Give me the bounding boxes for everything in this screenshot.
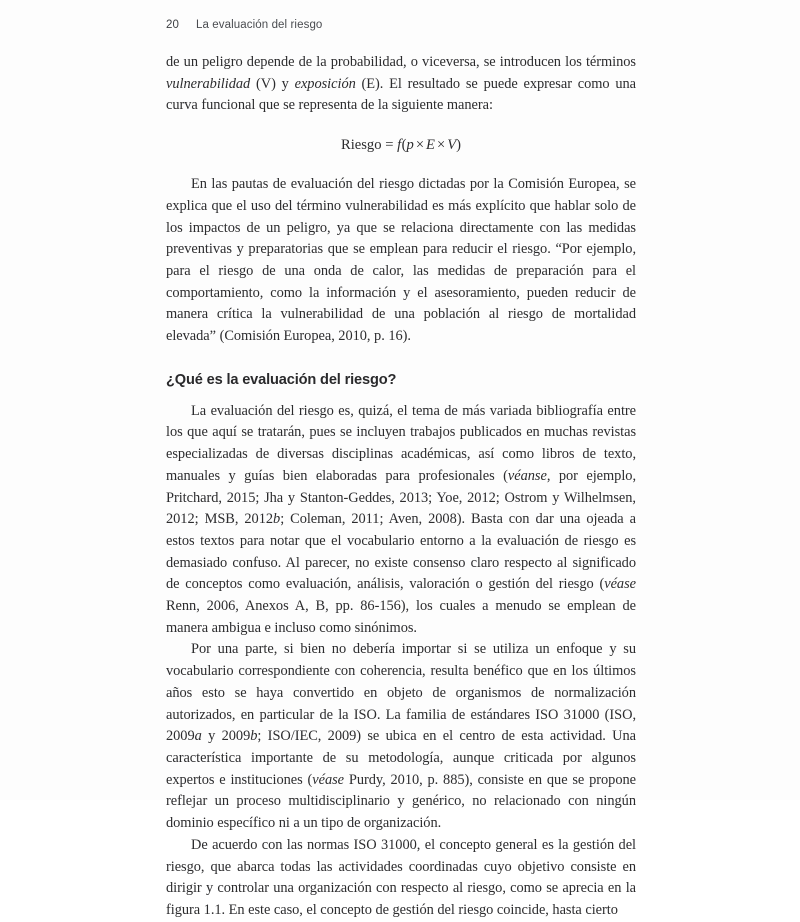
- paragraph-text-run: ; ISO/IEC, 2009) se ubica en el centro de esta actividad. Una característica importante de su metodología, aunque criticada por algunos expertos e instituciones (: [166, 728, 636, 788]
- emphasis-exposicion: exposición: [294, 75, 356, 92]
- formula-times-1: ×: [415, 137, 425, 154]
- running-head-title: La evaluación del riesgo: [196, 19, 323, 31]
- emphasis-edition-b: b: [273, 511, 281, 528]
- paragraph-text-run: (V) y: [250, 75, 295, 92]
- paragraph-bibliografia: [166, 401, 636, 640]
- section-heading-que-es-la-evaluacion-del-riesgo: ¿Qué es la evaluación del riesgo?: [166, 371, 397, 388]
- emphasis-vulnerabilidad: vulnerabilidad: [166, 75, 251, 92]
- emphasis-edition-b2: b: [250, 728, 258, 745]
- paragraph-gestion-del-riesgo: De acuerdo con las normas ISO 31000, el concepto general es la gestión del riesgo, que abarca todas las actividades coordinadas cuyo objetivo consiste en dirigir y controlar una organización con respecto al riesgo, como se aprecia en la figura 1.1. En este caso, el concepto de gestión del riesgo coincide, hasta cierto: [166, 836, 636, 918]
- formula-close-paren: ): [456, 137, 461, 154]
- paragraph-comision-europea: En las pautas de evaluación del riesgo dictadas por la Comisión Europea, se explica que el uso del término vulnerabilidad es más explícito que hablar solo de los impactos de un peligro, ya que se relaciona directamente con las medidas preventivas y preparatorias que se emplean para reducir el riesgo. “Por ejemplo, para el riesgo de una onda de calor, las medidas de preparación para el comportamiento, como la información y el asesoramiento, pueden reducir de manera crítica la vulnerabilidad de una población al riesgo de mortalidad elevada” (Comisión Europea, 2010, p. 16).: [166, 176, 636, 345]
- paragraph-text-run: Por una parte, si bien no debería importar si se utiliza un enfoque y su vocabulario correspondiente con coherencia, resulta benéfico que en los últimos años esto se haya convertido en objeto de organismos de normalización autorizados, en particular de la ISO. La familia de estándares ISO 31000 (ISO, 2009: [166, 641, 636, 745]
- formula-variable-p: p: [406, 137, 414, 154]
- formula-equals: =: [385, 137, 394, 154]
- paragraph-text-run: ; Coleman, 2011; Aven, 2008). Basta con dar una ojeada a estos textos para notar que el vocabulario entorno a la evaluación de riesgo es demasiado confuso. Al parecer, no existe consenso claro respecto al significado de conceptos como evaluación, análisis, valoración o gestión del riesgo (: [166, 511, 636, 593]
- paragraph-iso-normalizacion: [166, 639, 636, 834]
- formula-variable-E: E: [426, 137, 435, 154]
- emphasis-vease: véase: [604, 576, 636, 593]
- paragraph-text-run: Renn, 2006, Anexos A, B, pp. 86-156), los cuales a menudo se emplean de manera ambigua e incluso como sinónimos.: [166, 598, 636, 636]
- paragraph-text-run: y 2009: [201, 728, 251, 745]
- formula-lhs: Riesgo: [340, 137, 382, 154]
- paragraph-text-run: Purdy, 2010, p. 885), consiste en que se propone reflejar un proceso multidisciplinario y genérico, no relacionado con ningún dominio específico ni a un tipo de organización.: [166, 771, 636, 832]
- formula-function-f: f: [397, 137, 402, 154]
- formula-open-paren: (: [401, 137, 407, 154]
- paragraph-text-run: (E). El resultado se puede expresar como una curva funcional que se representa de la siguiente manera:: [166, 75, 637, 114]
- emphasis-vease-purdy: véase: [312, 771, 345, 788]
- running-head: [166, 19, 636, 31]
- page-number: 20: [166, 19, 179, 31]
- formula-variable-V: V: [447, 137, 457, 154]
- paragraph-continuation: [166, 52, 636, 117]
- paragraph-text-run: , por ejemplo, Pritchard, 2015; Jha y Stanton-Geddes, 2013; Yoe, 2012; Ostrom y Wilhelmsen, 2012; MSB, 2012: [166, 467, 637, 528]
- emphasis-edition-a: a: [194, 728, 202, 745]
- formula-times-2: ×: [436, 137, 446, 154]
- paragraph-text-run: La evaluación del riesgo es, quizá, el tema de más variada bibliografía entre los que aquí se tratarán, pues se incluyen trabajos publicados en muchas revistas especializadas de diversas disciplinas académicas, así como libros de texto, manuales y guías bien elaboradas para profesionales (: [166, 402, 636, 484]
- paragraph-text-run: de un peligro depende de la probabilidad, o viceversa, se introducen los términos: [166, 54, 636, 70]
- display-formula: [166, 134, 636, 156]
- text-block: [166, 52, 636, 922]
- emphasis-veanse: véanse: [507, 467, 547, 484]
